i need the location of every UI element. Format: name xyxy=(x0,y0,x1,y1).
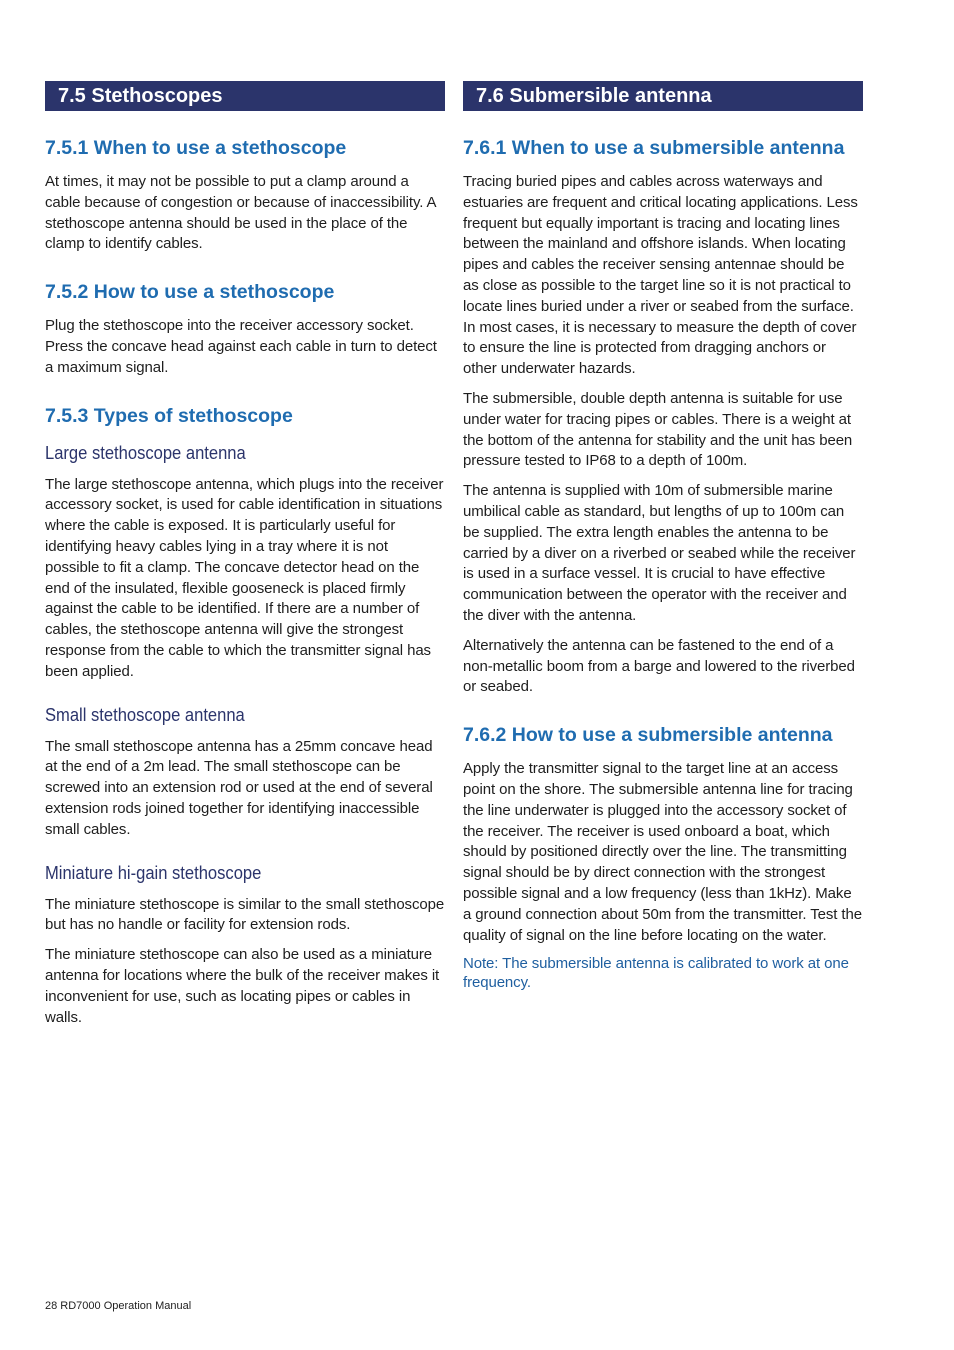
heading-how-to-use-submersible: 7.6.2 How to use a submersible antenna xyxy=(463,724,833,747)
subheading-large-stethoscope: Large stethoscope antenna xyxy=(45,442,246,463)
paragraph-small-stethoscope: The small stethoscope antenna has a 25mm concave head at the end of a 2m lead. The small stethoscope can be screwed into an extension rod or used at the end of several extension rods joined together for identifying inaccessible small cables. xyxy=(45,737,433,838)
paragraph-when-to-use-stethoscope: At times, it may not be possible to put a clamp around a cable because of congestion or because of inaccessibility. A stethoscope antenna should be used in the place of the clamp to identify cables. xyxy=(45,173,436,253)
section-title-submersible-antenna: 7.6 Submersible antenna xyxy=(463,81,863,111)
miniature-stethoscope-block xyxy=(45,861,445,1029)
large-stethoscope-block xyxy=(45,441,445,683)
subheading-miniature-stethoscope: Miniature hi-gain stethoscope xyxy=(45,862,262,883)
heading-how-to-use-stethoscope: 7.5.2 How to use a stethoscope xyxy=(45,281,335,304)
left-column xyxy=(45,81,445,1037)
paragraph-large-stethoscope: The large stethoscope antenna, which plugs into the receiver accessory socket, is used for cable identification in situations where the cable is exposed. It is particularly useful for identifying heavy cables lying in a tray where it is not possible to fit a clamp. The concave detector head on the end of the insulated, flexible gooseneck is placed firmly against the cable to be identified. If there are a number of cables, the stethoscope antenna will give the strongest response from the cable to which the transmitter signal has been applied. xyxy=(45,475,444,680)
subheading-small-stethoscope: Small stethoscope antenna xyxy=(45,704,245,725)
paragraph-submersible-4: Alternatively the antenna can be fastened to the end of a non-metallic boom from a barge and lowered to the riverbed or seabed. xyxy=(463,636,855,696)
paragraph-miniature-stethoscope-1: The miniature stethoscope is similar to the small stethoscope but has no handle or facility for extension rods. xyxy=(45,895,445,934)
right-column xyxy=(463,81,863,1001)
small-stethoscope-block xyxy=(45,703,445,841)
paragraph-miniature-stethoscope-2: The miniature stethoscope can also be used as a miniature antenna for locations where the bulk of the receiver makes it inconvenient for use, such as locating pipes or cables in walls. xyxy=(45,946,440,1026)
section-title-stethoscopes: 7.5 Stethoscopes xyxy=(45,81,445,111)
paragraph-submersible-1: Tracing buried pipes and cables across waterways and estuaries are frequent and critical locating applications. Less frequent but equally important is tracing and locating lines between the mainland and offshore islands. When locating pipes and cables the receiver sensing antennae should be as close as possible to the target line so it is not practical to locate lines buried under a river or seabed from the surface. In most cases, it is necessary to measure the depth of cover to ensure the line is protected from dragging anchors or other underwater hazards. xyxy=(463,173,858,378)
paragraph-how-to-use-submersible: Apply the transmitter signal to the target line at an access point on the shore. The submersible antenna line for tracing the line underwater is plugged into the accessory socket of the receiver. The receiver is used onboard a boat, which should by positioned directly over the line. The transmitting signal should be by direct connection with the strongest possible signal and a low frequency (less than 1kHz). Make a ground connection about 50m from the transmitter. Test the quality of signal on the line before locating on the water. xyxy=(463,760,862,944)
paragraph-how-to-use-stethoscope: Plug the stethoscope into the receiver accessory socket. Press the concave head against each cable in turn to detect a maximum signal. xyxy=(45,317,437,376)
note-calibration: Note: The submersible antenna is calibrated to work at one frequency. xyxy=(463,955,849,991)
heading-types-of-stethoscope: 7.5.3 Types of stethoscope xyxy=(45,404,293,427)
heading-when-to-use-submersible: 7.6.1 When to use a submersible antenna xyxy=(463,137,845,159)
paragraph-submersible-3: The antenna is supplied with 10m of submersible marine umbilical cable as standard, but lengths of up to 100m can be supplied. The extra length enables the antenna to be carried by a diver on a riverbed or seabed while the receiver is used in a surface vessel. It is crucial to have effective communication between the operator with the receiver and the diver with the antenna. xyxy=(463,482,856,624)
paragraph-submersible-2: The submersible, double depth antenna is suitable for use under water for tracing pipes or cables. There is a weight at the bottom of the antenna for stability and the unit has been pressure tested to IP68 to a depth of 100m. xyxy=(463,389,853,470)
page-footer: 28 RD7000 Operation Manual xyxy=(45,1300,192,1312)
heading-when-to-use-stethoscope: 7.5.1 When to use a stethoscope xyxy=(45,137,347,159)
